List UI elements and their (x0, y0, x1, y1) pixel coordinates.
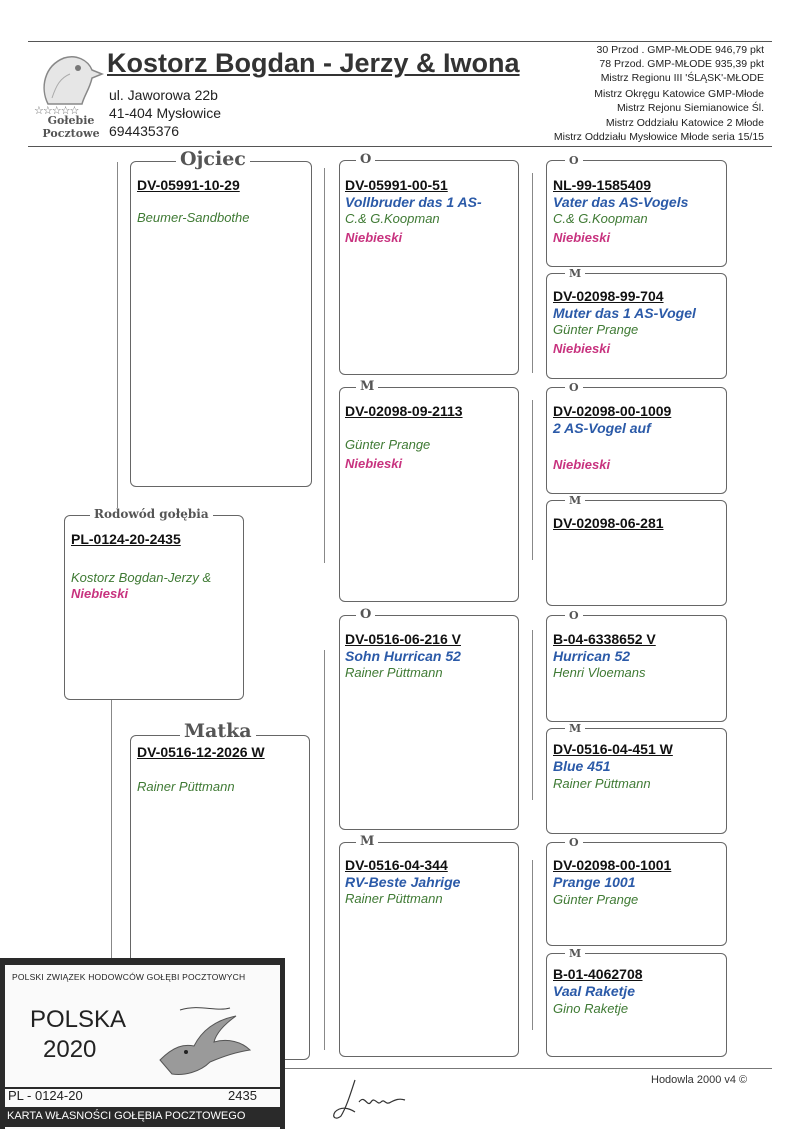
title-line-2: 78 Przod. GMP-MŁODE 935,39 pkt (599, 58, 764, 70)
mf-ring: DV-0516-06-216 V (345, 631, 461, 647)
fm-color: Niebieski (345, 456, 403, 471)
ff-color: Niebieski (345, 230, 403, 245)
ffm-breeder: Günter Prange (553, 322, 639, 337)
fmf-color: Niebieski (553, 457, 611, 472)
fff-color: Niebieski (553, 230, 611, 245)
mm-breeder: Rainer Püttmann (345, 891, 443, 906)
title-line-7: Mistrz Oddziału Mysłowice Młode seria 15/15 (553, 131, 764, 143)
fff-tag: O (565, 155, 583, 166)
title-line-1: 30 Przod . GMP-MŁODE 946,79 pkt (596, 44, 764, 56)
mm-ring: DV-0516-04-344 (345, 857, 448, 873)
fmm-tag: M (565, 495, 585, 506)
fmf-tag: O (565, 382, 583, 393)
mfm-breeder: Rainer Püttmann (553, 776, 651, 791)
fm-box[interactable] (339, 387, 519, 602)
father-breeder: Beumer-Sandbothe (137, 210, 250, 225)
mff-tag: O (565, 610, 583, 621)
mff-breeder: Henri Vloemans (553, 665, 646, 680)
card-ring-prefix: PL - 0124-20 (8, 1088, 83, 1103)
connector (532, 630, 533, 800)
logo-text: Gołebie Pocztowe (42, 114, 100, 140)
mf-breeder: Rainer Püttmann (345, 665, 443, 680)
connector (532, 173, 533, 373)
mfm-name: Blue 451 (553, 758, 611, 774)
ff-name: Vollbruder das 1 AS- (345, 194, 482, 210)
mm-tag: M (356, 835, 378, 848)
mmm-breeder: Gino Raketje (553, 1001, 629, 1016)
fmf-name: 2 AS-Vogel auf (553, 420, 651, 436)
subject-color: Niebieski (71, 586, 129, 601)
mmm-ring: B-01-4062708 (553, 966, 643, 982)
mother-breeder: Rainer Püttmann (137, 779, 235, 794)
ffm-ring: DV-02098-99-704 (553, 288, 664, 304)
connector (532, 400, 533, 560)
ownership-card (0, 958, 285, 1129)
ffm-color: Niebieski (553, 341, 611, 356)
ffm-name: Muter das 1 AS-Vogel (553, 305, 696, 321)
logo (30, 48, 108, 144)
mother-tag: Matka (180, 722, 256, 741)
mmf-name: Prange 1001 (553, 874, 636, 890)
card-country: POLSKA (30, 1006, 127, 1033)
mfm-ring: DV-0516-04-451 W (553, 741, 673, 757)
mm-name: RV-Beste Jahrige (345, 874, 461, 890)
subject-tag: Rodowód gołębia (90, 508, 213, 520)
mff-name: Hurrican 52 (553, 648, 631, 664)
software-label: Hodowla 2000 v4 © (651, 1074, 748, 1086)
mmf-breeder: Günter Prange (553, 892, 639, 907)
mf-name: Sohn Hurrican 52 (345, 648, 461, 664)
card-footer: KARTA WŁASNOŚCI GOŁĘBIA POCZTOWEGO (7, 1110, 246, 1122)
ff-tag: O (356, 153, 375, 166)
father-ring: DV-05991-10-29 (137, 177, 240, 193)
signature (325, 1072, 445, 1127)
title-line-6: Mistrz Oddziału Katowice 2 Młode (605, 117, 764, 129)
fm-breeder: Günter Prange (345, 437, 431, 452)
fm-ring: DV-02098-09-2113 (345, 403, 463, 419)
card-year: 2020 (43, 1036, 97, 1063)
title-line-3: Mistrz Regionu III 'ŚLĄSK'-MŁODE (600, 72, 764, 84)
connector (324, 650, 325, 1050)
mff-ring: B-04-6338652 V (553, 631, 656, 647)
fmm-ring: DV-02098-06-281 (553, 515, 664, 531)
mother-ring: DV-0516-12-2026 W (137, 744, 265, 760)
card-ring-number: 2435 (228, 1088, 257, 1103)
mfm-tag: M (565, 723, 585, 734)
fff-name: Vater das AS-Vogels (553, 194, 689, 210)
connector (117, 162, 118, 515)
header-bottom-rule (28, 146, 772, 147)
fff-ring: NL-99-1585409 (553, 177, 652, 193)
ffm-tag: M (565, 268, 585, 279)
pigeon-head-icon (30, 48, 108, 108)
mf-tag: O (356, 608, 375, 621)
address: ul. Jaworowa 22b 41-404 Mysłowice 694435376 (109, 87, 222, 139)
title-line-4: Mistrz Okręgu Katowice GMP-Młode (594, 88, 764, 100)
subject-ring: PL-0124-20-2435 (71, 531, 181, 547)
mmf-tag: O (565, 837, 583, 848)
header-top-rule (28, 41, 772, 42)
pigeon-icon (150, 990, 260, 1082)
mmm-tag: M (565, 948, 585, 959)
connector (324, 168, 325, 563)
stars-icon: ☆☆☆☆☆ (34, 105, 79, 117)
title-line-5: Mistrz Rejonu Siemianowice Śl. (616, 102, 764, 114)
father-tag: Ojciec (176, 150, 250, 169)
fm-tag: M (356, 380, 378, 393)
mmf-ring: DV-02098-00-1001 (553, 857, 672, 873)
subject-breeder: Kostorz Bogdan-Jerzy & (71, 570, 212, 585)
card-org: POLSKI ZWIĄZEK HODOWCÓW GOŁĘBI POCZTOWYCH (12, 972, 246, 982)
ff-breeder: C.& G.Koopman (345, 211, 440, 226)
mmm-name: Vaal Raketje (553, 983, 635, 999)
fff-breeder: C.& G.Koopman (553, 211, 648, 226)
page-title: Kostorz Bogdan - Jerzy & Iwona (107, 48, 520, 78)
ff-ring: DV-05991-00-51 (345, 177, 448, 193)
fmf-ring: DV-02098-00-1009 (553, 403, 672, 419)
connector (532, 860, 533, 1030)
